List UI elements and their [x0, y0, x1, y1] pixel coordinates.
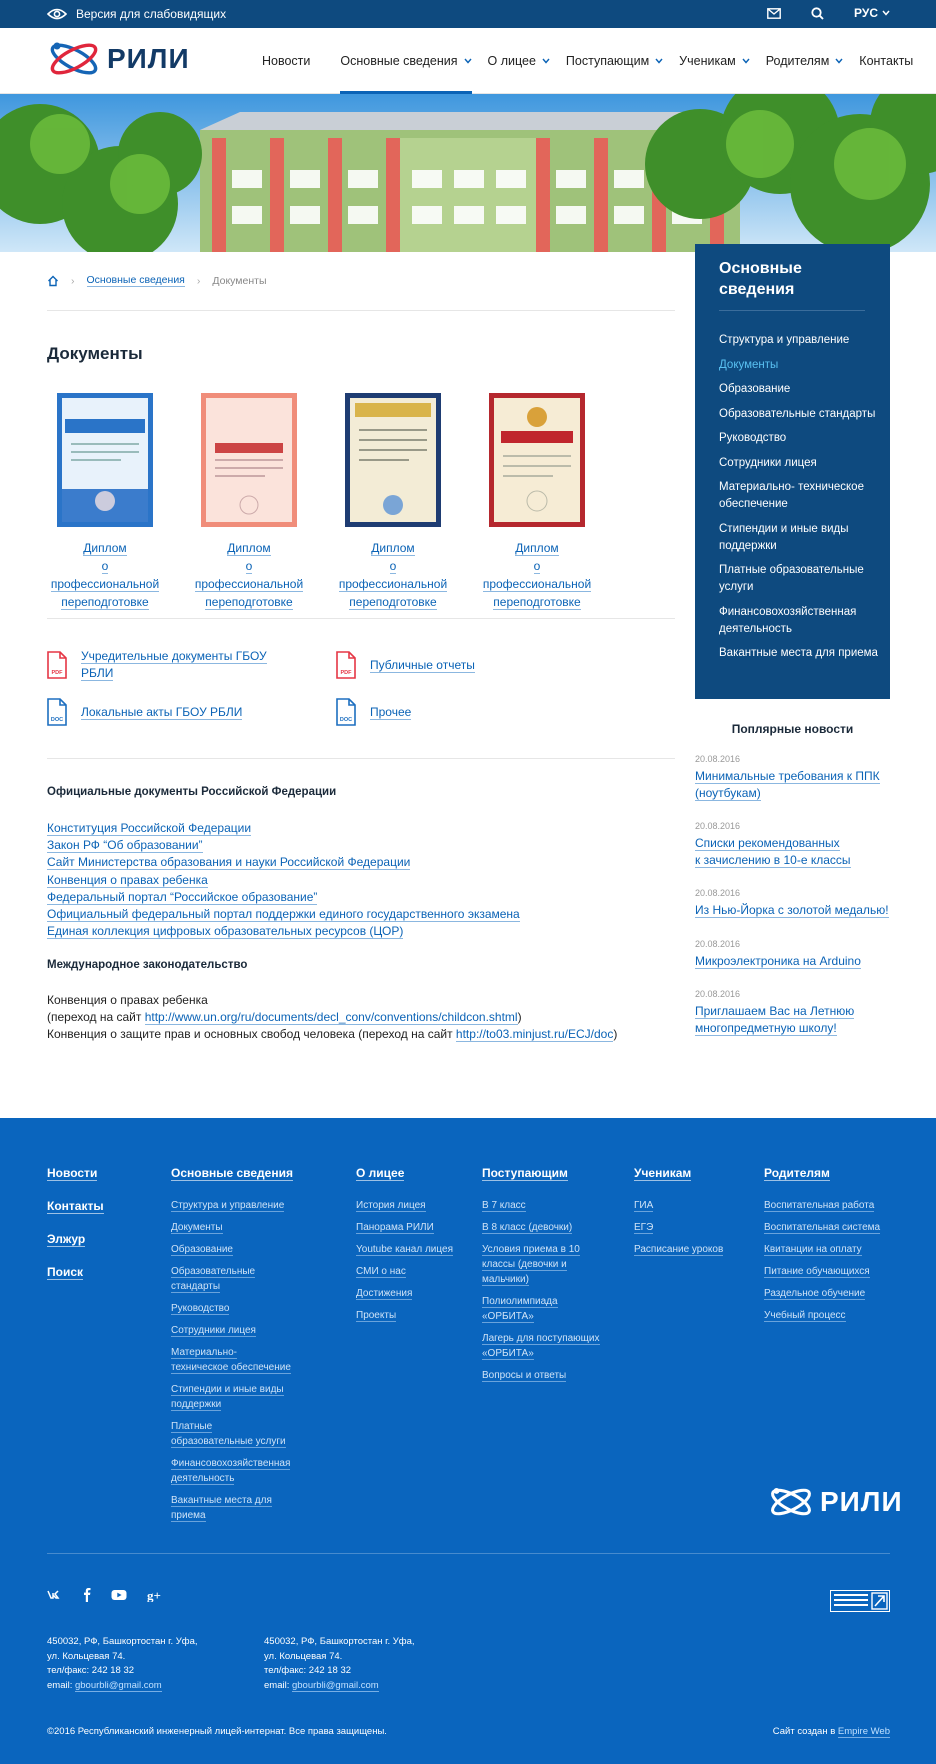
doc-link-founding[interactable] [47, 648, 267, 682]
news-date: 20.08.2016 [695, 939, 741, 949]
footer-logo[interactable] [768, 1484, 903, 1520]
sidebar-item[interactable]: Платные образовательные услуги [719, 564, 864, 593]
footer-link[interactable]: Условия приема в 10 классы (девочки и мальчики) [482, 1244, 580, 1285]
news-date: 20.08.2016 [695, 888, 741, 898]
footer-logo-text: РИЛИ [820, 1486, 903, 1517]
diploma-thumbnail[interactable] [57, 393, 153, 527]
language-label: РУС [854, 6, 878, 20]
news-title[interactable]: Микроэлектроника на Arduino [695, 954, 861, 968]
official-link[interactable]: Сайт Министерства образования и науки Российской Федерации [47, 855, 411, 870]
sidebar-item[interactable]: Материально- техническое обеспечение [719, 481, 864, 510]
intl-prefix: Конвенция о защите прав и основных свобод человека (переход на сайт [47, 1027, 456, 1042]
language-selector[interactable] [854, 6, 890, 20]
school-building-illustration [0, 94, 936, 252]
footer-link-news[interactable]: Новости [47, 1166, 98, 1180]
sidebar-item-active[interactable]: Документы [719, 358, 779, 371]
email-label: email: [47, 1679, 75, 1691]
address-line: ул. Кольцевая 74. [47, 1650, 126, 1662]
svg-text:g+: g+ [147, 1588, 161, 1602]
footer-link[interactable]: Квитанции на оплату [764, 1244, 862, 1255]
news-date: 20.08.2016 [695, 989, 741, 999]
search-icon[interactable] [811, 7, 824, 20]
diploma-caption-line3[interactable]: переподготовке [205, 595, 293, 609]
diploma-thumbnail[interactable] [201, 393, 297, 527]
nav-label: Ученикам [679, 54, 736, 68]
chevron-down-icon [742, 57, 750, 65]
news-title[interactable]: Из Нью-Йорка с золотой медалью! [695, 903, 889, 917]
footer-link-contacts[interactable]: Контакты [47, 1199, 104, 1213]
hero-banner-image [0, 94, 936, 252]
nav-label: О лицее [487, 54, 536, 68]
diploma-caption-line1[interactable]: Диплом [227, 541, 271, 555]
copyright: ©2016 Республиканский инженерный лицей-интернат. Все права защищены. [47, 1726, 387, 1737]
footer-link[interactable]: Расписание уроков [634, 1244, 724, 1255]
official-link[interactable]: Конституция Российской Федерации [47, 821, 252, 835]
footer-col-title[interactable]: Поступающим [482, 1166, 568, 1180]
footer-link[interactable]: Воспитательная система [764, 1222, 881, 1233]
developer-badge-icon[interactable] [830, 1590, 890, 1612]
breadcrumb-current: Документы [212, 274, 267, 287]
svg-text:DOC: DOC [50, 717, 64, 723]
sidebar-title: Основные сведения [719, 260, 802, 298]
google-plus-icon[interactable] [147, 1588, 165, 1602]
breadcrumb [47, 274, 267, 287]
diploma-caption-line2[interactable]: о профессиональной [50, 559, 160, 591]
logo-text: РИЛИ [107, 43, 190, 74]
doc-link-label[interactable]: РБЛИ [81, 666, 114, 680]
intl-link[interactable]: http://to03.minjust.ru/ECJ/doc [455, 1027, 614, 1042]
intl-suffix: ) [613, 1027, 618, 1042]
site-header [0, 28, 936, 94]
doc-link-local-acts[interactable] [47, 698, 242, 726]
phone-line: тел/факс: 242 18 32 [47, 1665, 135, 1676]
logo-emblem-icon [47, 38, 101, 80]
footer-link[interactable]: Платные образовательные услуги [171, 1421, 286, 1447]
nav-basic-info[interactable] [340, 28, 471, 94]
breadcrumb-separator: › [71, 274, 75, 287]
footer-link[interactable]: Достижения [356, 1288, 413, 1299]
phone-line: тел/факс: 242 18 32 [264, 1665, 352, 1676]
footer-link[interactable]: Раздельное обучение [764, 1288, 866, 1299]
diploma-caption-line2[interactable]: о профессиональной [338, 559, 448, 591]
main-nav [262, 28, 913, 94]
footer-link[interactable]: СМИ о нас [356, 1266, 406, 1277]
chevron-down-icon [835, 57, 843, 65]
diploma-card[interactable] [479, 393, 595, 611]
diploma-card[interactable] [335, 393, 451, 611]
made-by-link[interactable]: Empire Web [837, 1726, 890, 1737]
intl-item: Конвенция о правах ребенка [47, 993, 208, 1007]
footer-link[interactable]: Вакантные места для приема [171, 1495, 272, 1521]
diploma-caption-line1[interactable]: Диплом [515, 541, 559, 555]
official-link[interactable]: Закон РФ “Об образовании” [47, 838, 203, 853]
eye-icon [47, 8, 67, 20]
footer-link[interactable]: Лагерь для поступающих «ОРБИТА» [482, 1333, 600, 1359]
logo-emblem-icon [768, 1484, 814, 1520]
svg-text:DOC: DOC [339, 717, 353, 723]
international-list [47, 992, 617, 1044]
top-bar [0, 0, 936, 28]
news-title[interactable]: к зачислению в 10-е классы [695, 853, 851, 867]
diploma-thumbnail[interactable] [345, 393, 441, 527]
diploma-caption-line1[interactable]: Диплом [83, 541, 127, 555]
footer-link[interactable]: Питание обучающихся [764, 1266, 870, 1277]
footer-link[interactable]: Сотрудники лицея [171, 1325, 256, 1336]
news-date: 20.08.2016 [695, 821, 741, 831]
footer-link[interactable]: Полиолимпиада «ОРБИТА» [482, 1296, 558, 1322]
news-title[interactable]: (ноутбукам) [695, 786, 761, 800]
youtube-icon[interactable] [111, 1589, 127, 1601]
footer-col-title[interactable]: Родителям [764, 1166, 830, 1180]
facebook-icon[interactable] [83, 1588, 91, 1602]
email-link[interactable]: gbourbli@gmail.com [291, 1679, 379, 1691]
diploma-caption-line2[interactable]: о профессиональной [194, 559, 304, 591]
nav-label: Контакты [859, 54, 914, 68]
nav-label: Основные сведения [340, 54, 458, 68]
footer-divider [47, 1553, 890, 1554]
diploma-caption-line3[interactable]: переподготовке [61, 595, 149, 609]
site-footer [0, 1118, 936, 1764]
official-link[interactable]: Официальный федеральный портал поддержки единого государственного экзамена [47, 907, 520, 922]
nav-students[interactable] [679, 28, 750, 94]
sidebar-item[interactable]: Финансовохозяйственная деятельность [719, 605, 857, 635]
divider [47, 758, 675, 759]
nav-about[interactable] [488, 28, 550, 94]
sidebar-item[interactable]: Вакантные места для приема [719, 647, 878, 659]
footer-link[interactable]: Структура и управление [171, 1200, 285, 1211]
nav-label: Родителям [765, 54, 830, 68]
nav-contacts[interactable] [859, 28, 913, 94]
footer-link[interactable]: Образование [171, 1244, 233, 1255]
chevron-down-icon [882, 10, 890, 16]
made-by [773, 1726, 890, 1737]
official-link[interactable]: Федеральный портал “Российское образование” [47, 889, 318, 904]
nav-news[interactable] [262, 28, 310, 94]
doc-link-label[interactable]: Публичные отчеты [370, 657, 475, 672]
diploma-card[interactable] [191, 393, 307, 611]
sidebar-item[interactable]: Образование [719, 383, 791, 395]
footer-link[interactable]: ЕГЭ [634, 1222, 654, 1233]
official-docs-title: Официальные документы Российской Федерации [47, 786, 337, 798]
pdf-file-icon [47, 651, 67, 679]
chevron-down-icon [542, 57, 550, 65]
diploma-caption-line1[interactable]: Диплом [371, 541, 415, 555]
social-links [47, 1588, 165, 1602]
diploma-caption-line3[interactable]: переподготовке [493, 595, 581, 609]
footer-link[interactable]: Youtube канал лицея [356, 1244, 453, 1255]
made-by-prefix: Сайт создан в [772, 1726, 838, 1737]
news-item[interactable] [695, 821, 890, 869]
address-line: 450032, РФ, Башкортостан г. Уфа, [47, 1636, 198, 1647]
official-link[interactable]: Конвенция о правах ребенка [47, 872, 208, 887]
footer-col-students [634, 1166, 734, 1264]
vision-version-label: Версия для слабовидящих [76, 7, 227, 21]
email-link[interactable]: gbourbli@gmail.com [74, 1679, 162, 1691]
doc-link-label[interactable]: Учредительные документы ГБОУ [81, 649, 267, 663]
footer-link[interactable]: Стипендии и иные виды поддержки [171, 1384, 284, 1410]
diploma-thumbnail[interactable] [489, 393, 585, 527]
footer-link[interactable]: Воспитательная работа [764, 1200, 875, 1211]
section-sidebar [695, 244, 890, 699]
footer-col-basic-info [171, 1166, 296, 1530]
news-item[interactable] [695, 754, 890, 802]
footer-link[interactable]: Панорама РИЛИ [356, 1222, 434, 1233]
address-block [264, 1635, 415, 1693]
mail-icon[interactable] [767, 8, 781, 19]
news-title[interactable]: Списки рекомендованных [695, 836, 840, 850]
diploma-caption-line3[interactable]: переподготовке [349, 595, 437, 609]
footer-col-title[interactable]: О лицее [356, 1166, 405, 1180]
intl-suffix: ) [517, 1010, 522, 1025]
footer-link-search[interactable]: Поиск [47, 1265, 84, 1279]
nav-label: Новости [262, 54, 311, 68]
doc-link-label[interactable]: Локальные акты ГБОУ РБЛИ [81, 704, 243, 719]
intl-prefix: (переход на сайт [47, 1010, 145, 1025]
popular-news-title: Поплярные новости [731, 722, 854, 736]
footer-link[interactable]: История лицея [356, 1200, 426, 1211]
doc-link-other[interactable] [336, 698, 411, 726]
footer-col-title[interactable]: Основные сведения [171, 1166, 293, 1180]
news-title[interactable]: многопредметную школу! [695, 1021, 837, 1035]
intl-link[interactable]: http://www.un.org/ru/documents/decl_conv/conventions/childcon.shtml [144, 1010, 518, 1025]
doc-file-icon [336, 698, 356, 726]
news-item[interactable] [695, 888, 890, 919]
chevron-down-icon [655, 57, 663, 65]
doc-link-label[interactable]: Прочее [370, 704, 412, 719]
diploma-card[interactable] [47, 393, 163, 611]
sidebar-item[interactable]: Стипендии и иные виды поддержки [719, 522, 849, 552]
footer-link[interactable]: Образовательные стандарты [171, 1266, 256, 1292]
footer-col-title[interactable]: Ученикам [634, 1166, 692, 1180]
news-item[interactable] [695, 989, 890, 1037]
footer-col-about [356, 1166, 456, 1330]
divider [47, 310, 675, 311]
footer-link[interactable]: Финансовохозяйственная деятельность [171, 1458, 291, 1484]
chevron-down-icon [464, 57, 472, 65]
site-logo[interactable] [47, 38, 190, 80]
doc-link-public-reports[interactable] [336, 648, 475, 682]
footer-link[interactable]: Учебный процесс [764, 1310, 846, 1321]
nav-applicants[interactable] [566, 28, 663, 94]
address-line: ул. Кольцевая 74. [264, 1650, 343, 1662]
sidebar-divider [719, 310, 865, 311]
popular-news [695, 722, 890, 1035]
official-link[interactable]: Единая коллекция цифровых образовательных ресурсов (ЦОР) [47, 924, 404, 939]
sidebar-item[interactable]: Структура и управление [719, 334, 850, 346]
news-title[interactable]: Минимальные требования к ППК [695, 769, 880, 783]
doc-file-icon [47, 698, 67, 726]
email-label: email: [264, 1679, 292, 1691]
footer-link[interactable]: Руководство [171, 1303, 230, 1314]
footer-link[interactable]: В 7 класс [482, 1200, 526, 1211]
official-docs-list [47, 820, 520, 940]
nav-parents[interactable] [766, 28, 844, 94]
footer-link[interactable]: Проекты [356, 1310, 397, 1321]
divider [47, 618, 675, 619]
footer-link[interactable]: Материально- техническое обеспечение [171, 1347, 291, 1373]
footer-link[interactable]: Документы [171, 1222, 223, 1233]
sidebar-item[interactable]: Сотрудники лицея [719, 456, 817, 469]
sidebar-item[interactable]: Руководство [719, 432, 787, 444]
footer-link-eljur[interactable]: Элжур [47, 1232, 86, 1246]
address-block [47, 1635, 198, 1693]
diploma-gallery [47, 393, 595, 611]
news-date: 20.08.2016 [695, 754, 741, 764]
svg-text:PDF: PDF [51, 670, 63, 676]
page-title: Документы [47, 344, 143, 363]
breadcrumb-section-link[interactable]: Основные сведения [86, 274, 185, 286]
footer-link[interactable]: В 8 класс (девочки) [482, 1222, 573, 1233]
breadcrumb-separator: › [196, 274, 201, 287]
nav-label: Поступающим [565, 54, 650, 68]
svg-text:PDF: PDF [340, 670, 352, 676]
vision-version-link[interactable] [47, 7, 226, 21]
news-title[interactable]: Приглашаем Вас на Летнюю [695, 1004, 855, 1018]
footer-col-parents [764, 1166, 890, 1330]
diploma-caption-line2[interactable]: о профессиональной [482, 559, 592, 591]
pdf-file-icon [336, 651, 356, 679]
vk-icon[interactable] [47, 1590, 63, 1600]
footer-link[interactable]: Вопросы и ответы [482, 1370, 567, 1381]
footer-col-main [47, 1166, 104, 1298]
international-title: Международное законодательство [47, 959, 248, 971]
home-icon[interactable] [47, 275, 59, 287]
footer-col-applicants [482, 1166, 607, 1390]
address-line: 450032, РФ, Башкортостан г. Уфа, [264, 1636, 415, 1647]
footer-link[interactable]: ГИА [634, 1200, 654, 1211]
sidebar-item[interactable]: Образовательные стандарты [719, 407, 876, 420]
news-item[interactable] [695, 939, 890, 970]
